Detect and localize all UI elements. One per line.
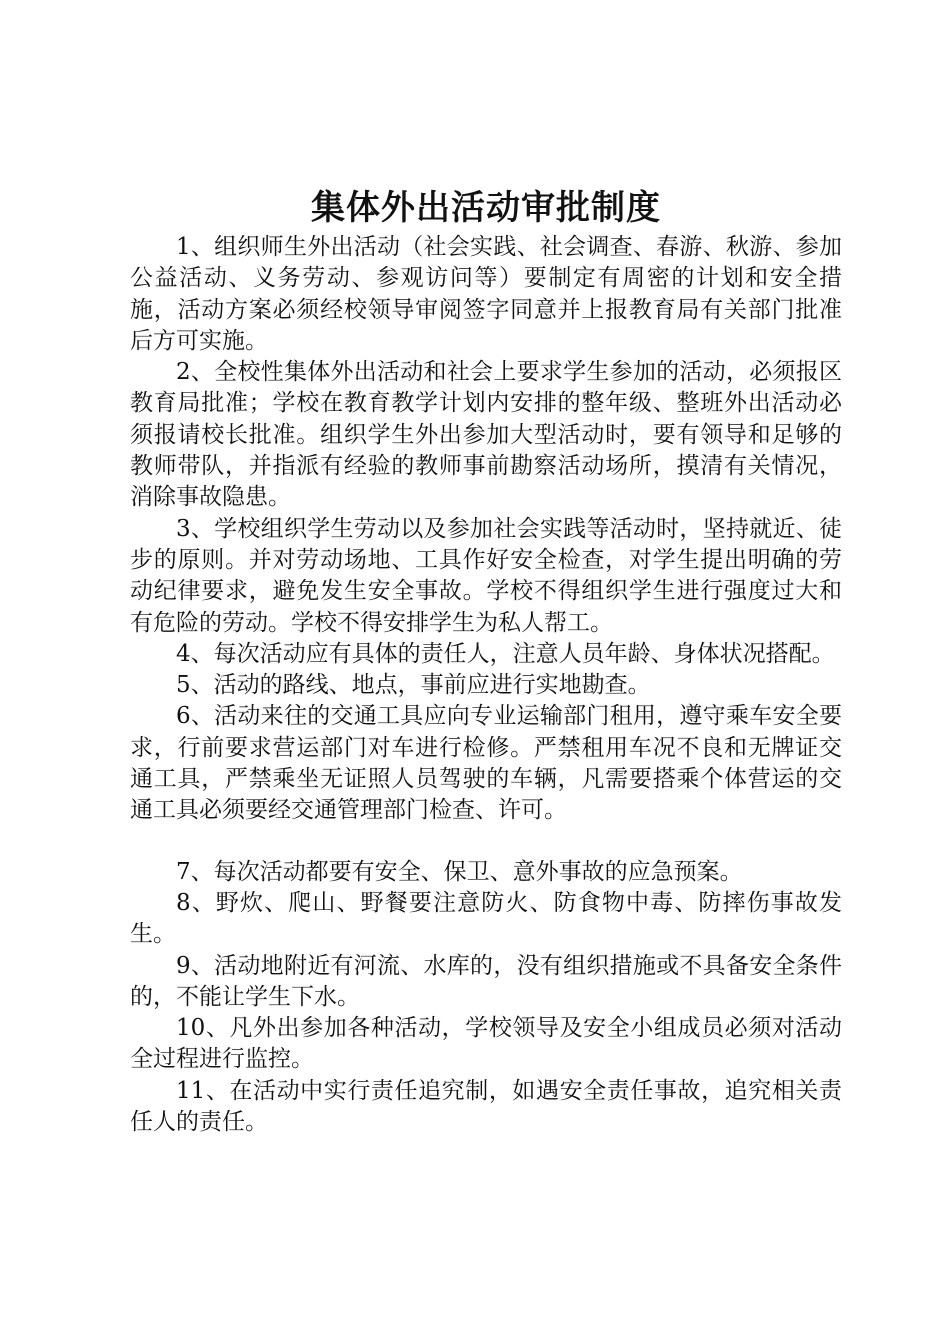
document-page (130, 186, 842, 1138)
rule-paragraph-4: 4、每次活动应有具体的责任人，注意人员年龄、身体状况搭配。 (176, 640, 835, 667)
rule-paragraph-3: 3、学校组织学生劳动以及参加社会实践等活动时，坚持就近、徒步的原则。并对劳动场地、工具作好安全检查，对学生提出明确的劳动纪律要求，避免发生安全事故。学校不得组织学生进行强度过大和有危险的劳动。学校不得安排学生为私人帮工。 (130, 515, 842, 636)
rule-paragraph-9: 9、活动地附近有河流、水库的，没有组织措施或不具备安全条件的，不能让学生下水。 (130, 952, 842, 1010)
rule-paragraph-10: 10、凡外出参加各种活动，学校领导及安全小组成员必须对活动全过程进行监控。 (130, 1015, 842, 1073)
rule-paragraph-1: 1、组织师生外出活动（社会实践、社会调查、春游、秋游、参加公益活动、义务劳动、参观访问等）要制定有周密的计划和安全措施，活动方案必须经校领导审阅签字同意并上报教育局有关部门批准后方可实施。 (130, 234, 842, 354)
rule-paragraph-7: 7、每次活动都要有安全、保卫、意外事故的应急预案。 (176, 858, 743, 885)
document-title: 集体外出活动审批制度 (311, 188, 661, 228)
rule-paragraph-2: 2、全校性集体外出活动和社会上要求学生参加的活动，必须报区教育局批准；学校在教育教学计划内安排的整年级、整班外出活动必须报请校长批准。组织学生外出参加大型活动时，要有领导和足够的教师带队，并指派有经验的教师事前勘察活动场所，摸清有关情况，消除事故隐患。 (130, 359, 842, 511)
rule-paragraph-5: 5、活动的路线、地点，事前应进行实地勘查。 (176, 672, 651, 699)
rule-paragraph-6: 6、活动来往的交通工具应向专业运输部门租用，遵守乘车安全要求，行前要求营运部门对车进行检修。严禁租用车况不良和无牌证交通工具，严禁乘坐无证照人员驾驶的车辆，凡需要搭乘个体营运的交通工具必须要经交通管理部门检查、许可。 (130, 703, 842, 824)
rule-paragraph-8: 8、野炊、爬山、野餐要注意防火、防食物中毒、防摔伤事故发生。 (130, 889, 842, 948)
rule-paragraph-11: 11、在活动中实行责任追究制，如遇安全责任事故，追究相关责任人的责任。 (130, 1077, 842, 1136)
